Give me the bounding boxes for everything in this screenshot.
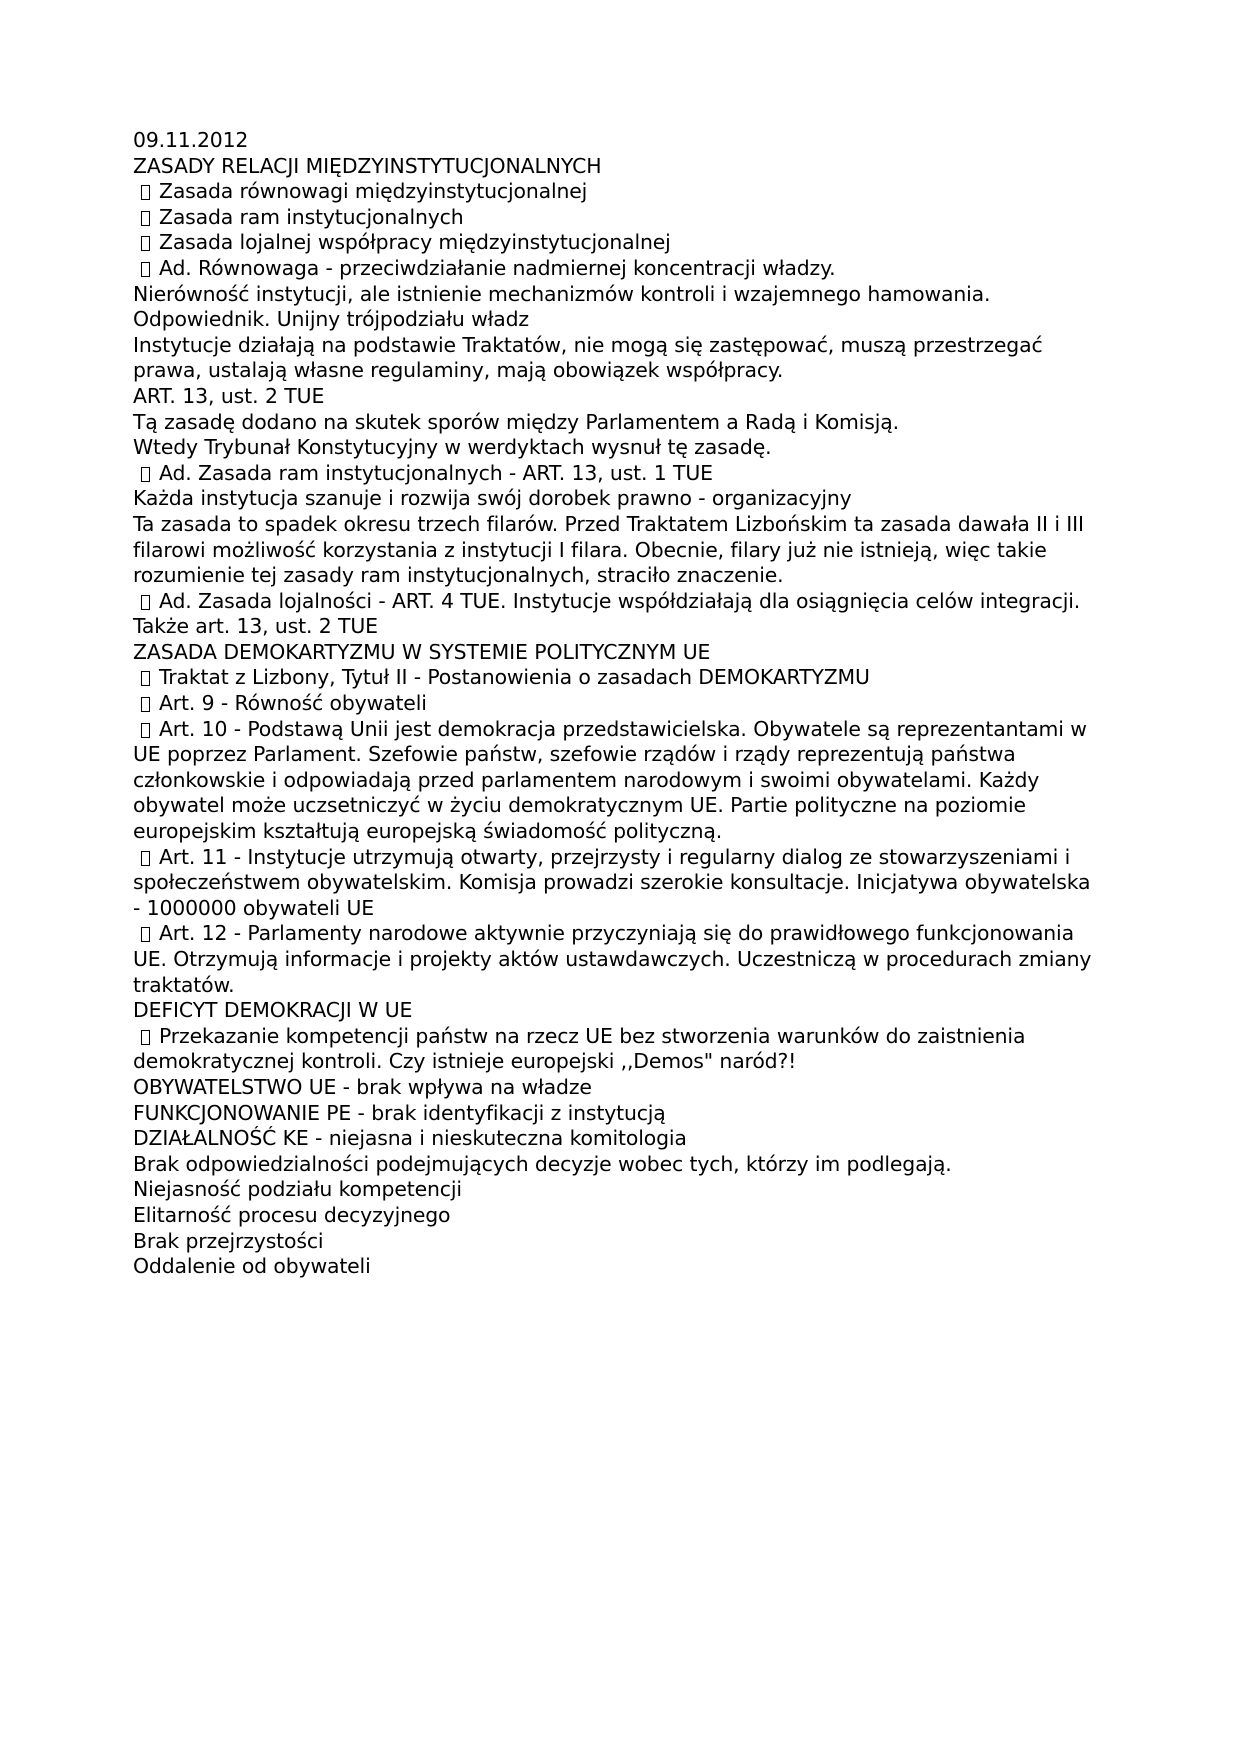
- paragraph-title-deficyt-demokracji: [133, 998, 1100, 1024]
- paragraph-ad-zasada-ram: [133, 461, 1100, 487]
- paragraph-text: Nierówność instytucji, ale istnienie mechanizmów kontroli i wzajemnego hamowania. Odpowiednik. Unijny trójpodziału władz: [133, 281, 991, 332]
- paragraph-ad-rownowaga: [133, 256, 1100, 282]
- paragraph-traktat-z-lizbony: [133, 665, 1100, 691]
- paragraph-text: 09.11.2012: [133, 128, 249, 152]
- paragraph-text: Art. 10 - Podstawą Unii jest demokracja przedstawicielska. Obywatele są reprezentantami w UE poprzez Parlament. Szefowie państw, szefowie rządów i rządy reprezentują państwa członkowskie i odpowiadają przed parlamentem narodowym i swoimi obywatelami. Każdy obywatel może uczsetniczyć w życiu demokratycznym UE. Partie polityczne na poziomie europejskim kształtują europejską świadomość polityczną.: [133, 716, 1087, 844]
- paragraph-art-12: [133, 921, 1100, 998]
- paragraph-text: Każda instytucja szanuje i rozwija swój dorobek prawno - organizacyjny: [133, 486, 852, 511]
- paragraph-text: ZASADY RELACJI MIĘDZYINSTYTUCJONALNYCH: [133, 153, 602, 178]
- paragraph-text: Traktat z Lizbony, Tytuł II - Postanowienia o zasadach DEMOKARTYZMU: [159, 665, 870, 690]
- paragraph-wtedy-trybunal: [133, 435, 1100, 461]
- bullet-box-icon: [141, 697, 150, 712]
- paragraph-text: Ad. Zasada ram instytucjonalnych - ART. 13, ust. 1 TUE: [159, 460, 713, 485]
- bullet-box-icon: [141, 671, 150, 686]
- paragraph-przekazanie-kompetencji: [133, 1024, 1100, 1075]
- paragraph-text: Art. 9 - Równość obywateli: [159, 691, 427, 716]
- paragraph-text: OBYWATELSTWO UE - brak wpływa na władze: [133, 1074, 592, 1099]
- bullet-box-icon: [141, 262, 150, 277]
- paragraph-title-zasady-relacji: [133, 154, 1100, 180]
- bullet-box-icon: [141, 467, 150, 482]
- paragraph-art-11: [133, 845, 1100, 922]
- paragraph-date-line: [133, 128, 1100, 154]
- paragraph-text: Zasada równowagi międzyinstytucjonalnej: [159, 179, 588, 204]
- paragraph-text: DEFICYT DEMOKRACJI W UE: [133, 998, 413, 1023]
- paragraph-text: FUNKCJONOWANIE PE - brak identyfikacji z instytucją: [133, 1100, 666, 1125]
- paragraph-text: Elitarność procesu decyzyjnego: [133, 1202, 451, 1227]
- paragraph-text: Brak przejrzystości: [133, 1228, 324, 1253]
- paragraph-ta-zasada-spadek: [133, 512, 1100, 589]
- paragraph-ta-zasade-dodano: [133, 410, 1100, 436]
- paragraph-instytucje-dzialaja: [133, 333, 1100, 384]
- bullet-box-icon: [141, 851, 150, 866]
- paragraph-nierownosc-instytucji: [133, 282, 1100, 333]
- paragraph-zasada-lojalnej-wspolpracy: [133, 230, 1100, 256]
- paragraph-elitarnosc-procesu: [133, 1203, 1100, 1229]
- paragraph-text: Oddalenie od obywateli: [133, 1254, 371, 1279]
- paragraph-text: Zasada ram instytucjonalnych: [159, 204, 464, 229]
- paragraph-text: Przekazanie kompetencji państw na rzecz UE bez stworzenia warunków do zaistnienia demokratycznej kontroli. Czy istnieje europejski ,,Demos" naród?!: [133, 1023, 1026, 1074]
- paragraph-zasada-rownowagi: [133, 179, 1100, 205]
- paragraph-text: Art. 12 - Parlamenty narodowe aktywnie przyczyniają się do prawidłowego funkcjonowania UE. Otrzymują informacje i projekty aktów ustawdawczych. Uczestniczą w procedurach zmiany traktatów.: [133, 921, 1092, 997]
- bullet-box-icon: [141, 236, 150, 251]
- paragraph-brak-odpowiedzialnosci: [133, 1152, 1100, 1178]
- paragraph-dzialalnosc-ke: [133, 1126, 1100, 1152]
- paragraph-art-10: [133, 717, 1100, 845]
- paragraph-oddalenie-od-obywateli: [133, 1254, 1100, 1280]
- paragraph-text: Instytucje działają na podstawie Traktatów, nie mogą się zastępować, muszą przestrzegać prawa, ustalają własne regulaminy, mają obowiązek współpracy.: [133, 332, 1043, 383]
- paragraph-text: Art. 11 - Instytucje utrzymują otwarty, przejrzysty i regularny dialog ze stowarzyszeniami i społeczeństwem obywatelskim. Komisja prowadzi szerokie konsultacje. Inicjatywa obywatelska - 1000000 obywateli UE: [133, 844, 1091, 920]
- paragraph-text: DZIAŁALNOŚĆ KE - niejasna i nieskuteczna komitologia: [133, 1126, 687, 1151]
- paragraph-text: Brak odpowiedzialności podejmujących decyzje wobec tych, którzy im podlegają.: [133, 1151, 952, 1176]
- document-body: [133, 128, 1100, 1280]
- paragraph-kazda-instytucja: [133, 486, 1100, 512]
- paragraph-text: Ad. Zasada lojalności - ART. 4 TUE. Instytucje współdziałają dla osiągnięcia celów integracji. Także art. 13, ust. 2 TUE: [133, 588, 1081, 639]
- bullet-box-icon: [141, 211, 150, 226]
- bullet-box-icon: [141, 1030, 150, 1045]
- paragraph-art-9: [133, 691, 1100, 717]
- bullet-box-icon: [141, 595, 150, 610]
- paragraph-text: Wtedy Trybunał Konstytucyjny w werdyktach wysnuł tę zasadę.: [133, 435, 772, 460]
- paragraph-niejasnosc-podzialu: [133, 1177, 1100, 1203]
- paragraph-title-zasada-demokartyzmu: [133, 640, 1100, 666]
- paragraph-obywatelstwo-ue: [133, 1075, 1100, 1101]
- bullet-box-icon: [141, 185, 150, 200]
- bullet-box-icon: [141, 723, 150, 738]
- paragraph-ad-zasada-lojalnosci: [133, 589, 1100, 640]
- paragraph-text: Ta zasada to spadek okresu trzech filarów. Przed Traktatem Lizbońskim ta zasada dawała II i III filarowi możliwość korzystania z instytucji I filara. Obecnie, filary już nie istnieją, więc takie rozumienie tej zasady ram instytucjonalnych, straciło znaczenie.: [133, 511, 1084, 588]
- paragraph-text: Ad. Równowaga - przeciwdziałanie nadmiernej koncentracji władzy.: [159, 255, 836, 280]
- paragraph-text: ART. 13, ust. 2 TUE: [133, 383, 325, 408]
- paragraph-text: Zasada lojalnej współpracy międzyinstytucjonalnej: [159, 230, 671, 255]
- paragraph-text: ZASADA DEMOKARTYZMU W SYSTEMIE POLITYCZNYM UE: [133, 639, 711, 664]
- bullet-box-icon: [141, 927, 150, 942]
- paragraph-text: Tą zasadę dodano na skutek sporów między Parlamentem a Radą i Komisją.: [133, 409, 899, 434]
- paragraph-zasada-ram: [133, 205, 1100, 231]
- paragraph-text: Niejasność podziału kompetencji: [133, 1177, 462, 1202]
- paragraph-brak-przejrzystosci: [133, 1229, 1100, 1255]
- paragraph-art-13-ust-2-tue: [133, 384, 1100, 410]
- paragraph-funkcjonowanie-pe: [133, 1101, 1100, 1127]
